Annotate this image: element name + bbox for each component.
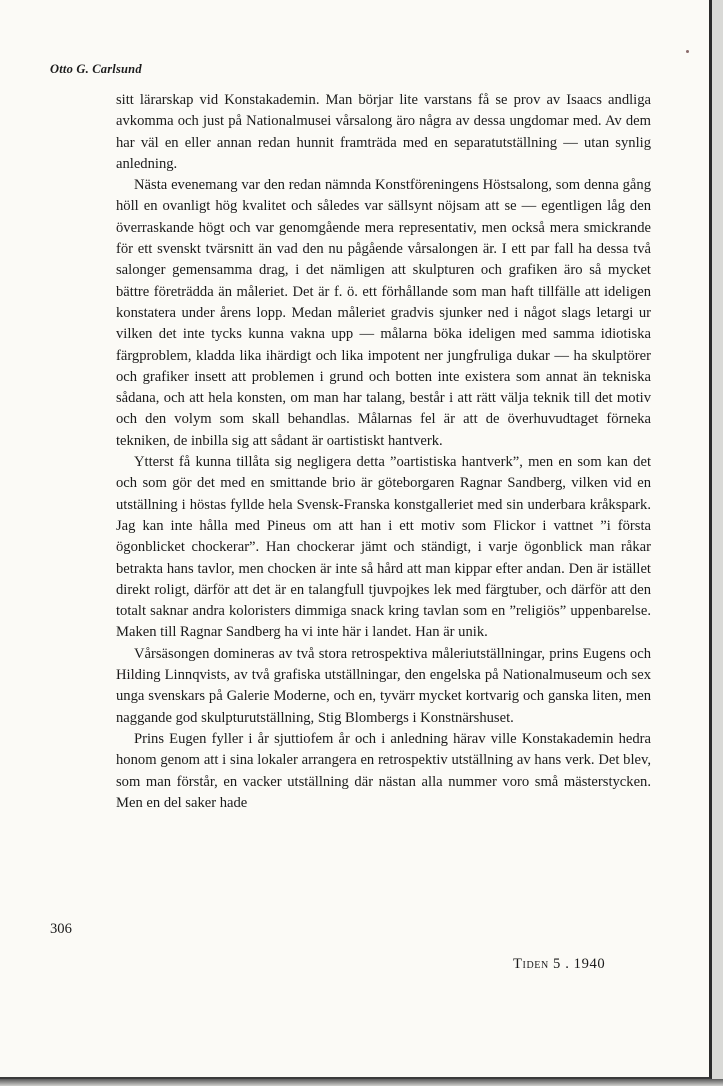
- paragraph-1: sitt lärarskap vid Konstakademin. Man börjar lite varstans få se prov av Isaacs andliga avkomma och just på Nationalmusei vårsalong äro några av dessa ungdomar med. Av dem har väl en eller annan redan hunnit framträda med en separatutställning — utan synlig anledning.: [116, 92, 651, 172]
- article-body: [116, 90, 651, 814]
- ink-speck: [686, 50, 689, 53]
- paragraph-4: Vårsäsongen domineras av två stora retrospektiva måleriutställningar, prins Eugens och Hilding Linnqvists, av två grafiska utställningar, den engelska på Nationalmuseum och sex unga svenskars på Galerie Moderne, och en, tyvärr mycket kortvarig och ganska liten, men naggande god skulpturutställning, Stig Blombergs i Konstnärshuset.: [116, 645, 651, 726]
- running-head-author: Otto G. Carlsund: [50, 62, 142, 76]
- paragraph-3: Ytterst få kunna tillåta sig negligera detta ”oartistiska hantverk”, men en som kan det och som gör det med en smittande brio är göteborgaren Ragnar Sandberg, vilken vid en utställning i höstas fyllde hela Svensk-Franska konstgalleriet med sin underbara kråkspark. Jag kan inte hålla med Pineus om att han i ett motiv som Flickor i vattnet ”i första ögonblicket chockerar”. Han chockerar jämt och ständigt, i varje ögonblick man råkar betrakta hans tavlor, men chocken är inte så hård att man kippar efter andan. Den är istället direkt roligt, därför att det är en talangfull tjuvpojkes lek med färgtuber, och därför att den totalt saknar andra koloristers dimmiga snack kring tavlan som en ”religiös” uppenbarelse. Maken till Ragnar Sandberg ha vi inte här i landet. Han är unik.: [116, 454, 651, 641]
- page-edge-shadow: [0, 1079, 723, 1086]
- page-number: 306: [50, 921, 72, 937]
- paragraph-5: Prins Eugen fyller i år sjuttiofem år och i anledning härav ville Konstakademin hedra honom genom att i sina lokaler arrangera en retrospektiv utställning av hans verk. Det blev, som man förstår, en vacker utställning där nästan alla nummer voro små mästerstycken. Men en del saker hade: [116, 730, 651, 811]
- journal-issue-footer: Tiden 5 . 1940: [513, 956, 606, 972]
- paragraph-2: Nästa evenemang var den redan nämnda Konstföreningens Höstsalong, som denna gång höll en ovanligt hög kvalitet och således var sällsynt nöjsam att se — egentligen låg den överraskande högt och var genomgående mera representativ, men också mera smickrande för ett svenskt tvärsnitt än vad den nu pågående vårsalongen är. I ett par fall ha dessa två salonger gemensamma drag, i det nämligen att skulpturen och grafiken äro så mycket bättre företrädda än måleriet. Det är f. ö. ett förhållande som man haft tillfälle att ideligen konstatera under årens lopp. Medan måleriet gradvis sjunker ned i något slags letargi ur vilken det inte tycks kunna vakna upp — målarna böka ideligen med samma idiotiska färgproblem, kladda lika ihärdigt och lika impotent ner jungfruliga dukar — ha skulptörer och grafiker insett att problemen i grund och botten inte existera som annat än tekniska sådana, och att hela konsten, om man har talang, består i att rätt välja teknik till det motiv och den volym som skall behandlas. Målarnas fel är att de överhuvudtaget förneka tekniken, de inbilla sig att sådant är oartistiskt hantverk.: [116, 177, 651, 449]
